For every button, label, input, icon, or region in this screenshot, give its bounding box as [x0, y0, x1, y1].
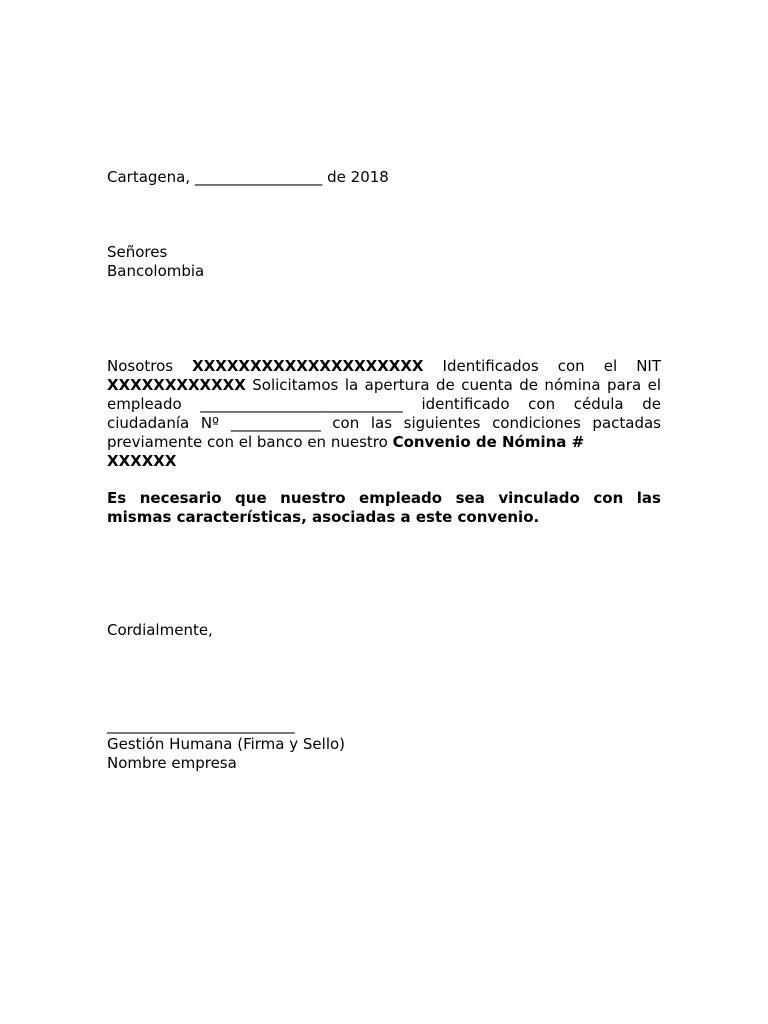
- notice-paragraph: Es necesario que nuestro empleado sea vinculado con las mismas características, asociadas a este convenio.: [107, 489, 661, 526]
- agreement-label: Convenio de Nómina #: [392, 433, 585, 451]
- date-line: Cartagena, _________________ de 2018: [107, 168, 389, 186]
- recipient-block: [107, 243, 661, 281]
- signature-role: Gestión Humana (Firma y Sello): [107, 735, 346, 753]
- body-text-request: Solicitamos la apertura de cuenta de nómina para el empleado ___________________________ identificado con cédula de ciudadanía Nº ____________ con las siguientes condiciones pactadas previamente con el banco en nuestro: [107, 376, 661, 451]
- signature-company: Nombre empresa: [107, 754, 237, 772]
- closing-text: Cordialmente,: [107, 621, 213, 639]
- body-paragraph: [107, 357, 661, 471]
- nit-placeholder: XXXXXXXXXXXX: [107, 376, 246, 394]
- body-text-nit-intro: Identificados con el NIT: [423, 357, 661, 375]
- agreement-number: XXXXXX: [107, 452, 177, 470]
- body-text-intro: Nosotros: [107, 357, 193, 375]
- signature-line: _________________________: [107, 716, 295, 734]
- company-placeholder: XXXXXXXXXXXXXXXXXXXX: [192, 357, 424, 375]
- recipient-bank: Bancolombia: [107, 262, 205, 280]
- signature-block: [107, 716, 661, 773]
- recipient-salutation: Señores: [107, 243, 168, 261]
